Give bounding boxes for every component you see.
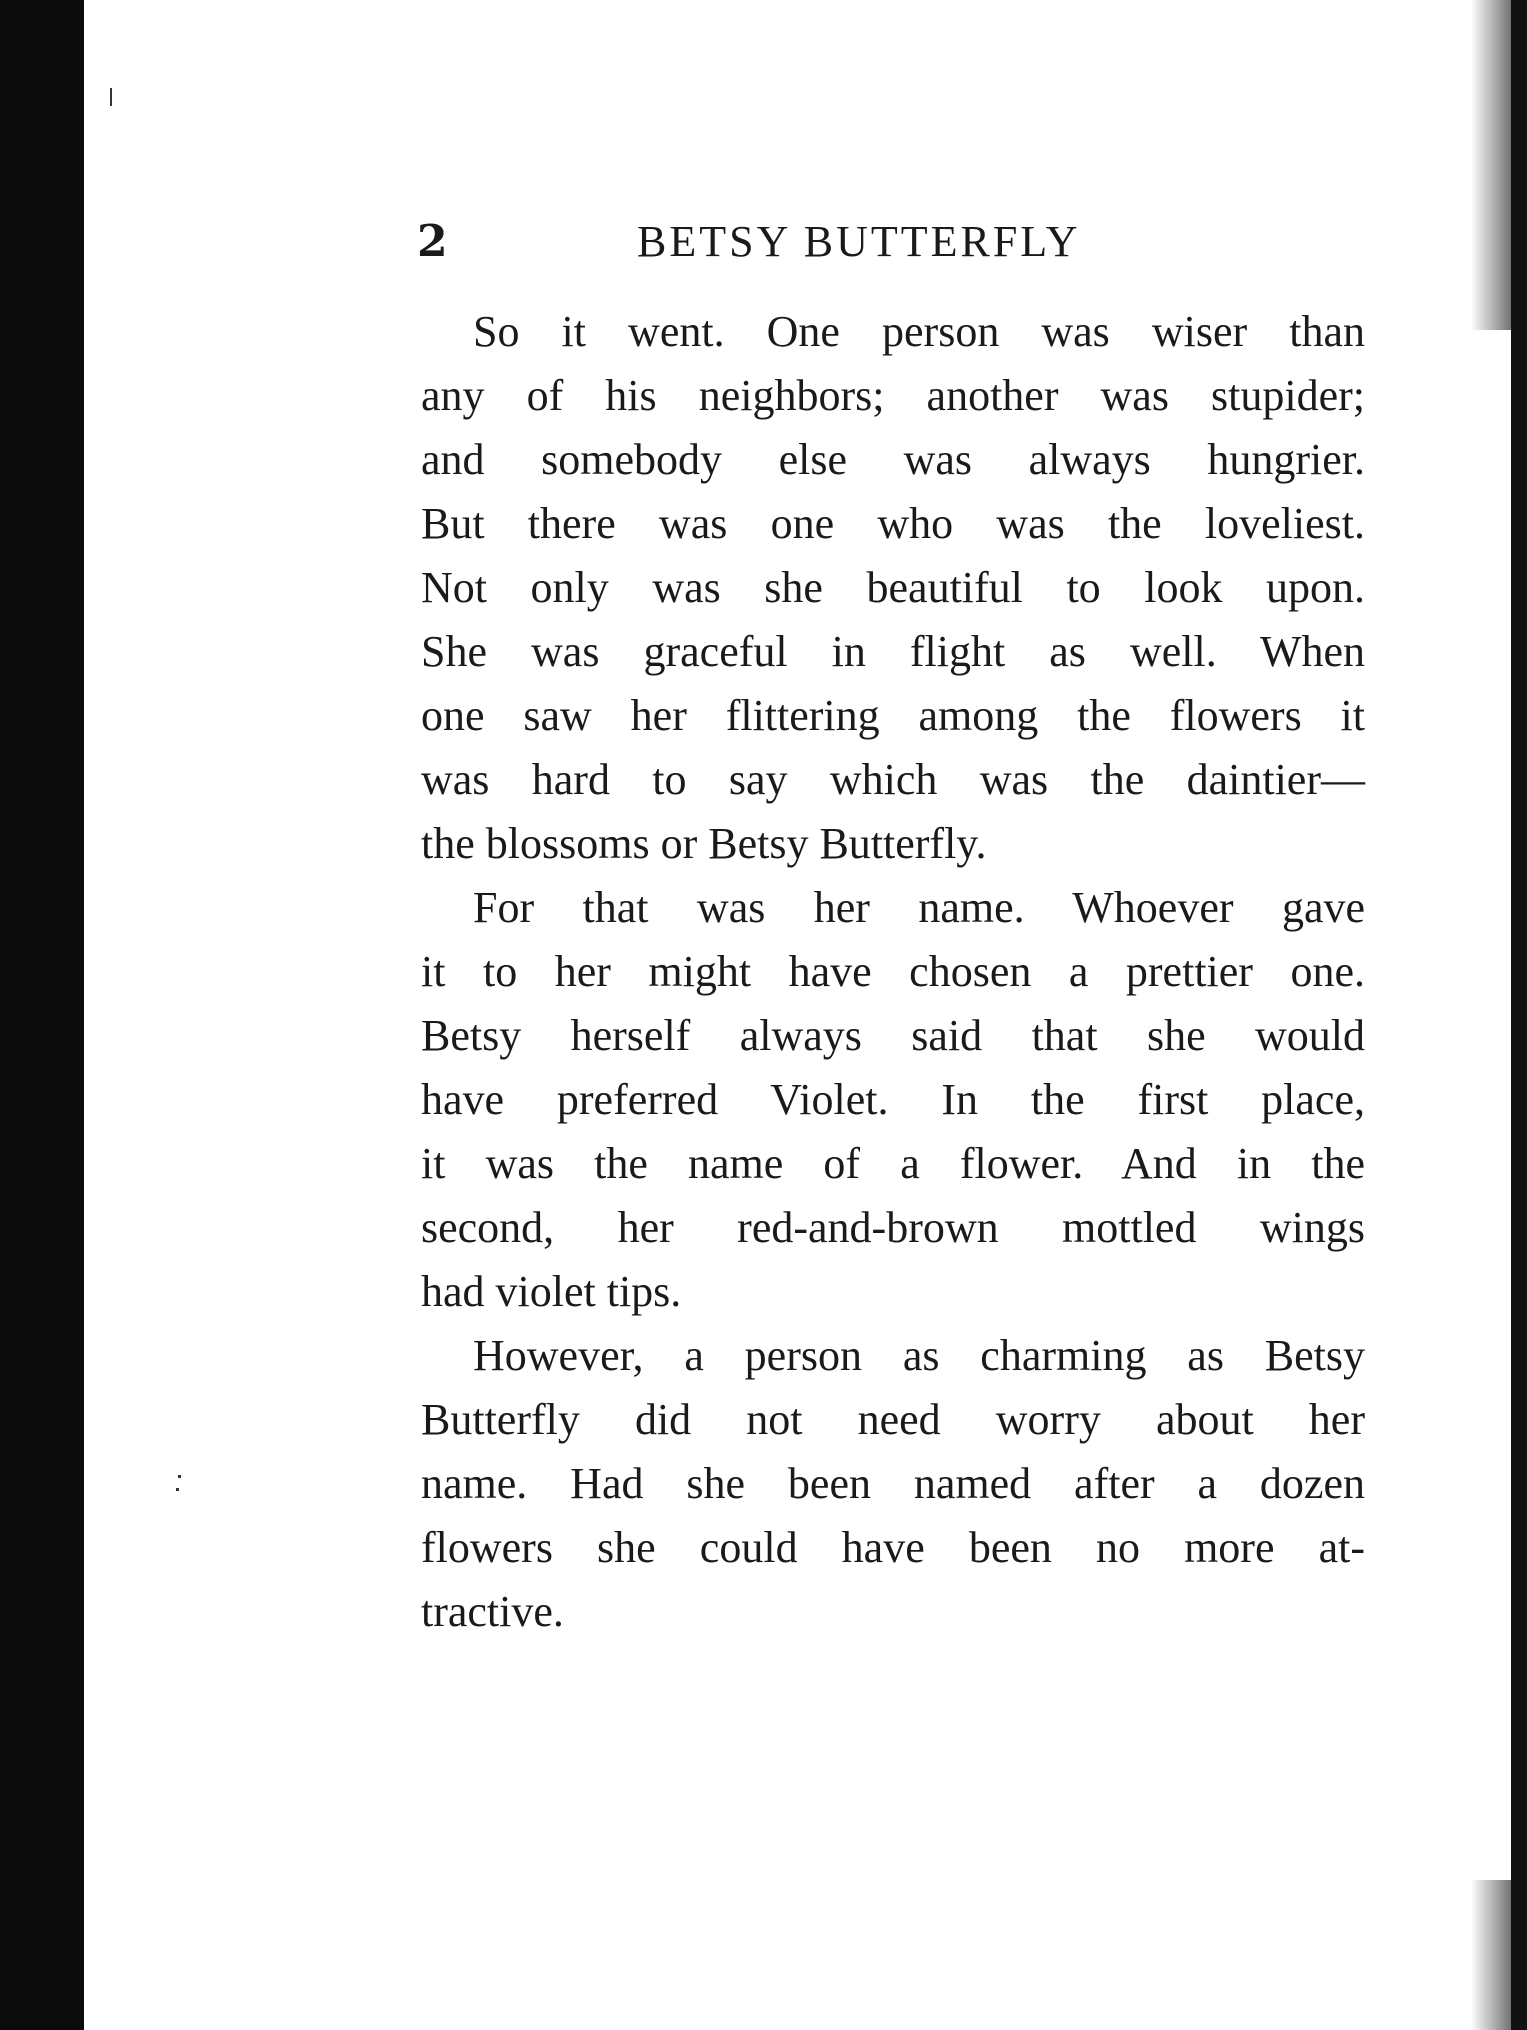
text-line: For that was her name. Whoever gave (473, 883, 1365, 932)
text-line: However, a person as charming as Betsy (473, 1331, 1365, 1380)
scan-scuff-top (1471, 0, 1511, 330)
text-line: was hard to say which was the daintier— (421, 755, 1365, 804)
text-line: any of his neighbors; another was stupider; (421, 371, 1365, 420)
text-line: second, her red-and-brown mottled wings (421, 1203, 1365, 1252)
scan-scuff-bottom (1471, 1880, 1511, 2030)
running-head (417, 212, 1417, 272)
scan-speck (178, 1475, 181, 1478)
text-line: the blossoms or Betsy Butterfly. (421, 819, 987, 868)
text-line: She was graceful in flight as well. When (421, 627, 1365, 676)
text-line: it to her might have chosen a prettier one. (421, 947, 1365, 996)
scan-edge-right (1511, 0, 1527, 2030)
paragraph (421, 300, 1365, 876)
scan-speck (176, 1488, 179, 1491)
paragraph (421, 1324, 1365, 1644)
text-line: flowers she could have been no more at- (421, 1523, 1365, 1572)
text-line: have preferred Violet. In the first place, (421, 1075, 1365, 1124)
text-line: name. Had she been named after a dozen (421, 1459, 1365, 1508)
text-line: Butterfly did not need worry about her (421, 1395, 1365, 1444)
page-body (421, 300, 1365, 1644)
text-line: one saw her flittering among the flowers it (421, 691, 1365, 740)
text-line: and somebody else was always hungrier. (421, 435, 1365, 484)
paragraph (421, 876, 1365, 1324)
text-line: But there was one who was the loveliest. (421, 499, 1365, 548)
text-line: had violet tips. (421, 1267, 682, 1316)
page-number: 2 (417, 216, 448, 267)
text-line: it was the name of a flower. And in the (421, 1139, 1365, 1188)
text-line: tractive. (421, 1587, 564, 1636)
text-line: So it went. One person was wiser than (473, 307, 1365, 356)
book-title: BETSY BUTTERFLY (637, 217, 1081, 266)
text-line: Not only was she beautiful to look upon. (421, 563, 1365, 612)
text-line: Betsy herself always said that she would (421, 1011, 1365, 1060)
scan-speck (110, 88, 112, 106)
scan-edge-left (0, 0, 84, 2030)
